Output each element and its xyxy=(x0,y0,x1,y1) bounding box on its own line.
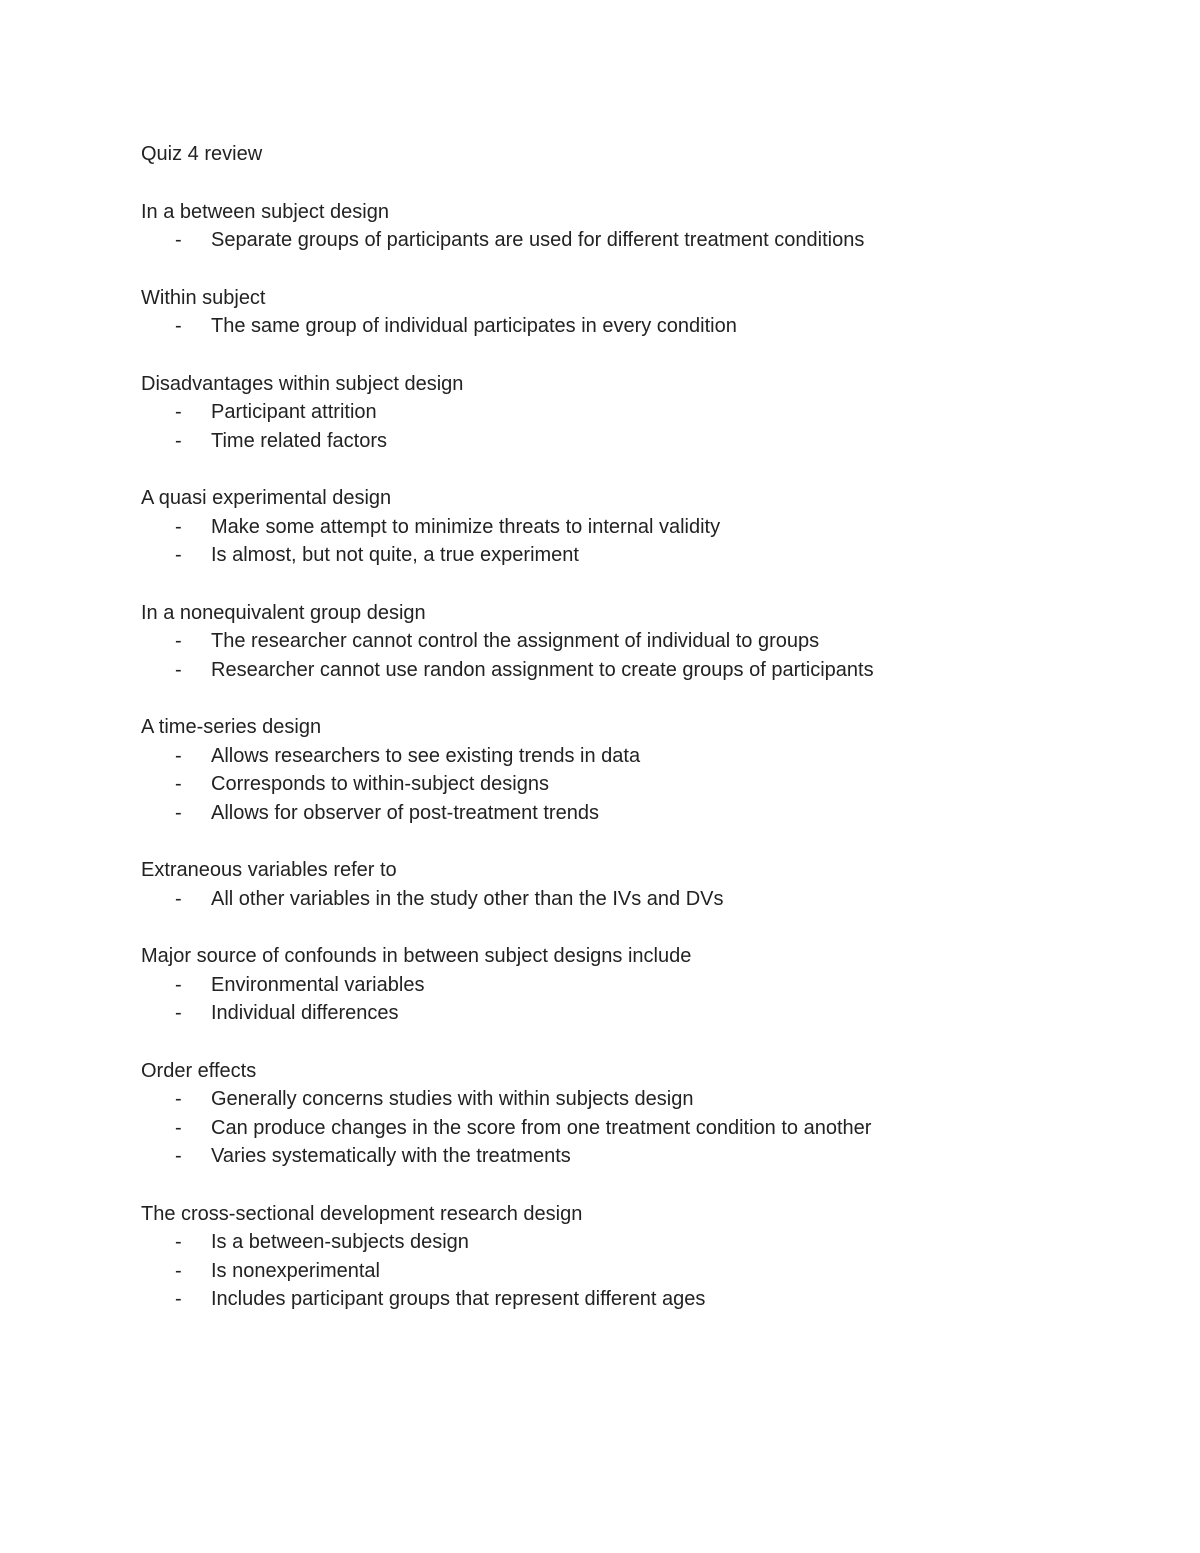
list-item xyxy=(141,1114,1121,1143)
dash-marker: - xyxy=(175,429,182,452)
list-item-text: Can produce changes in the score from one treatment condition to another xyxy=(211,1116,872,1139)
document-body xyxy=(141,140,1121,1343)
dash-marker: - xyxy=(175,1116,182,1139)
list-item xyxy=(141,398,1121,427)
document-title: Quiz 4 review xyxy=(141,143,263,165)
dash-marker: - xyxy=(175,1288,182,1310)
dash-marker: - xyxy=(175,1259,182,1282)
bullet-list xyxy=(141,513,1121,570)
list-item-text: Varies systematically with the treatments xyxy=(211,1145,571,1167)
dash-marker: - xyxy=(175,1002,182,1024)
dash-marker: - xyxy=(175,801,182,824)
bullet-list xyxy=(141,627,1121,684)
list-item-text: Make some attempt to minimize threats to internal validity xyxy=(211,515,721,538)
list-item xyxy=(141,513,1121,542)
list-item xyxy=(141,742,1121,771)
list-item xyxy=(141,627,1121,656)
section xyxy=(141,599,1121,685)
list-item-text: Time related factors xyxy=(211,429,387,452)
section-heading: In a nonequivalent group design xyxy=(141,601,426,624)
list-item-text: Includes participant groups that represent different ages xyxy=(211,1288,706,1310)
dash-marker: - xyxy=(175,544,182,566)
section xyxy=(141,713,1121,827)
section-heading: The cross-sectional development research design xyxy=(141,1202,583,1225)
bullet-list xyxy=(141,1085,1121,1171)
list-item-text: Corresponds to within-subject designs xyxy=(211,773,549,795)
dash-marker: - xyxy=(175,1088,182,1110)
section xyxy=(141,198,1121,255)
dash-marker: - xyxy=(175,744,182,767)
bullet-list xyxy=(141,971,1121,1028)
list-item-text: Researcher cannot use randon assignment to create groups of participants xyxy=(211,658,874,681)
list-item-text: All other variables in the study other than the IVs and DVs xyxy=(211,887,724,910)
section xyxy=(141,484,1121,570)
list-item xyxy=(141,1228,1121,1257)
section-heading: Order effects xyxy=(141,1059,257,1082)
dash-marker: - xyxy=(175,1145,182,1167)
list-item xyxy=(141,1285,1121,1314)
list-item-text: Is a between-subjects design xyxy=(211,1231,469,1253)
list-item-text: Is almost, but not quite, a true experiment xyxy=(211,544,579,566)
section-heading: In a between subject design xyxy=(141,200,389,223)
section-heading: Disadvantages within subject design xyxy=(141,372,464,395)
bullet-list xyxy=(141,226,1121,255)
section-heading: A quasi experimental design xyxy=(141,487,392,509)
list-item xyxy=(141,427,1121,456)
section xyxy=(141,856,1121,913)
list-item-text: The same group of individual participates in every condition xyxy=(211,315,737,337)
section-heading: Within subject xyxy=(141,286,266,309)
list-item-text: Separate groups of participants are used for different treatment conditions xyxy=(211,229,865,251)
list-item xyxy=(141,656,1121,685)
list-item xyxy=(141,999,1121,1028)
dash-marker: - xyxy=(175,229,182,251)
dash-marker: - xyxy=(175,658,182,681)
list-item xyxy=(141,1257,1121,1286)
list-item xyxy=(141,226,1121,255)
section-heading: Major source of confounds in between subject designs include xyxy=(141,945,692,967)
list-item xyxy=(141,541,1121,570)
list-item xyxy=(141,1142,1121,1171)
list-item-text: Generally concerns studies with within subjects design xyxy=(211,1088,694,1110)
list-item-text: Allows for observer of post-treatment trends xyxy=(211,801,599,824)
bullet-list xyxy=(141,398,1121,455)
section-heading: A time-series design xyxy=(141,716,322,738)
bullet-list xyxy=(141,885,1121,914)
bullet-list xyxy=(141,742,1121,828)
list-item xyxy=(141,312,1121,341)
dash-marker: - xyxy=(175,1231,182,1253)
list-item xyxy=(141,971,1121,1000)
list-item xyxy=(141,799,1121,828)
section xyxy=(141,284,1121,341)
list-item-text: Participant attrition xyxy=(211,401,377,423)
dash-marker: - xyxy=(175,315,182,337)
bullet-list xyxy=(141,312,1121,341)
section xyxy=(141,370,1121,456)
list-item-text: Environmental variables xyxy=(211,973,425,996)
dash-marker: - xyxy=(175,630,182,652)
list-item-text: The researcher cannot control the assignment of individual to groups xyxy=(211,630,820,652)
section xyxy=(141,942,1121,1028)
list-item-text: Allows researchers to see existing trends in data xyxy=(211,744,641,767)
bullet-list xyxy=(141,1228,1121,1314)
dash-marker: - xyxy=(175,973,182,996)
section xyxy=(141,1200,1121,1314)
dash-marker: - xyxy=(175,773,182,795)
list-item-text: Is nonexperimental xyxy=(211,1259,380,1282)
dash-marker: - xyxy=(175,515,182,538)
list-item-text: Individual differences xyxy=(211,1002,399,1024)
dash-marker: - xyxy=(175,401,182,423)
list-item xyxy=(141,1085,1121,1114)
list-item xyxy=(141,885,1121,914)
section xyxy=(141,1057,1121,1171)
section-heading: Extraneous variables refer to xyxy=(141,859,397,881)
list-item xyxy=(141,770,1121,799)
dash-marker: - xyxy=(175,887,182,910)
